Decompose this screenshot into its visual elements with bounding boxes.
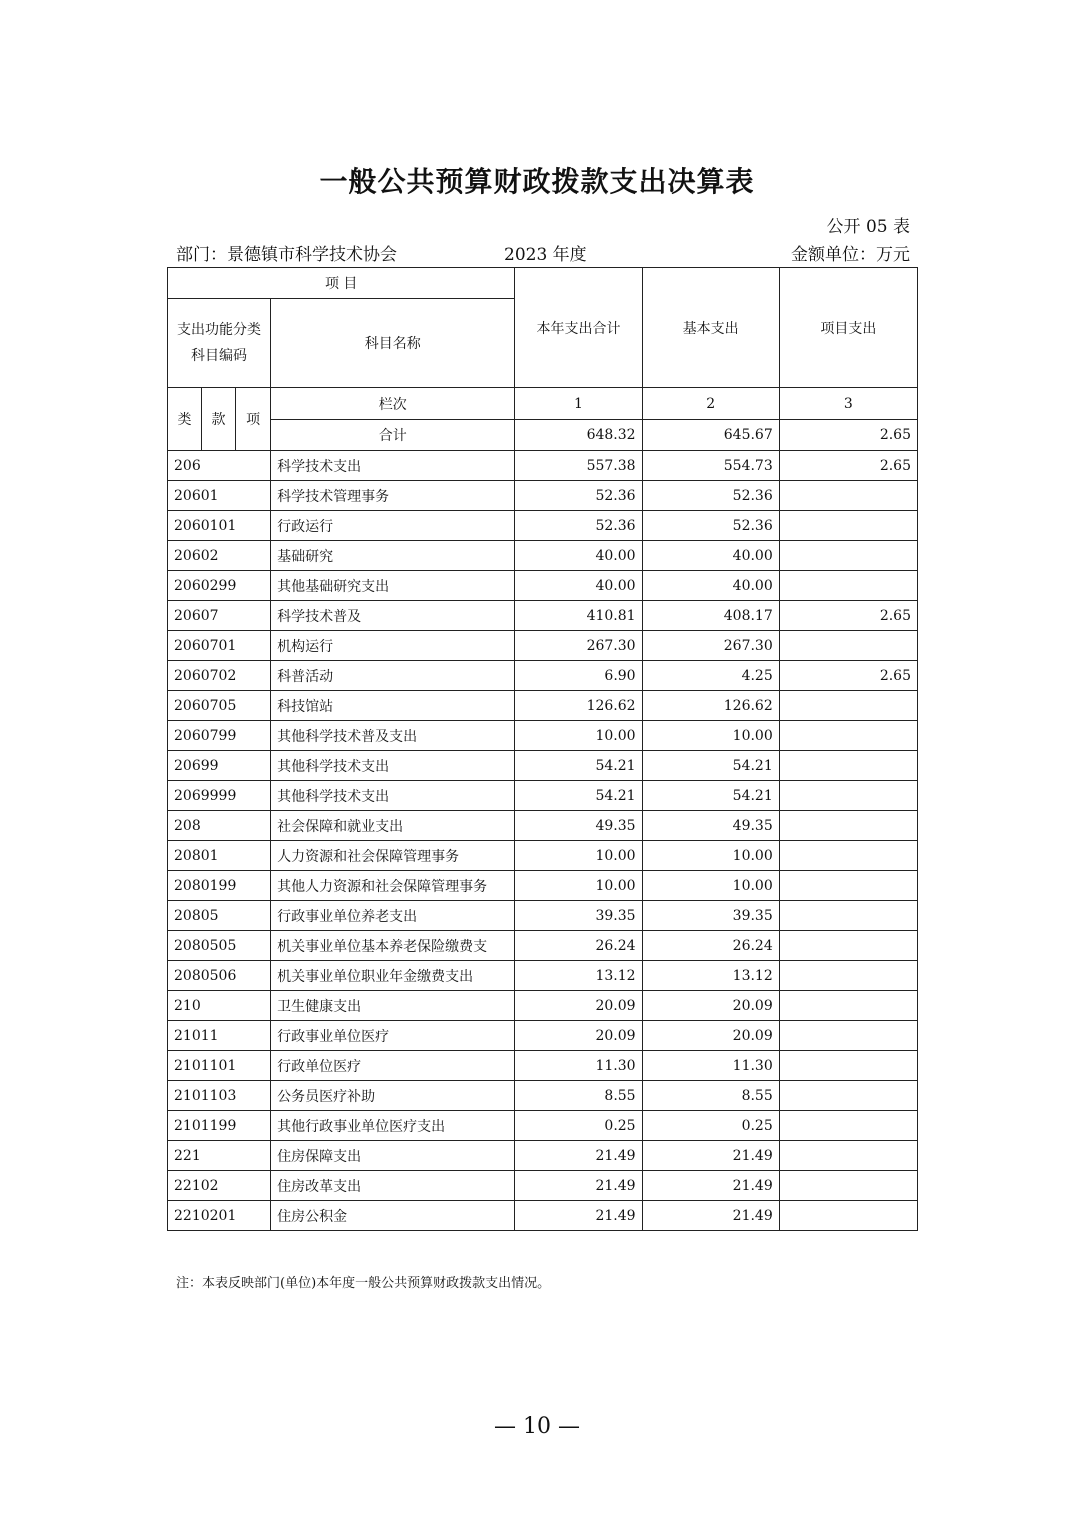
row-total: 126.62 [515, 691, 642, 721]
row-name: 科普活动 [271, 661, 515, 691]
row-total: 20.09 [515, 1021, 642, 1051]
total-amount: 648.32 [515, 420, 642, 451]
row-basic: 21.49 [642, 1171, 779, 1201]
table-row [168, 541, 918, 571]
row-basic: 10.00 [642, 841, 779, 871]
row-project [779, 1051, 917, 1081]
table-row [168, 571, 918, 601]
row-name: 其他基础研究支出 [271, 571, 515, 601]
row-basic: 8.55 [642, 1081, 779, 1111]
row-project [779, 511, 917, 541]
row-basic: 54.21 [642, 751, 779, 781]
header-basic: 基本支出 [642, 268, 779, 388]
header-kuan: 款 [202, 388, 236, 451]
row-code: 2210201 [168, 1201, 271, 1231]
row-code: 2060101 [168, 511, 271, 541]
row-code: 2060799 [168, 721, 271, 751]
row-project [779, 1171, 917, 1201]
amount-unit: 金额单位：万元 [791, 245, 910, 265]
row-name: 其他科学技术支出 [271, 751, 515, 781]
fiscal-year: 2023 年度 [504, 245, 587, 265]
row-total: 39.35 [515, 901, 642, 931]
row-name: 其他科学技术普及支出 [271, 721, 515, 751]
row-basic: 54.21 [642, 781, 779, 811]
row-project [779, 1021, 917, 1051]
row-name: 机关事业单位基本养老保险缴费支 [271, 931, 515, 961]
row-basic: 126.62 [642, 691, 779, 721]
table-row [168, 931, 918, 961]
table-row [168, 1081, 918, 1111]
header-col-1: 1 [515, 388, 642, 420]
row-name: 行政运行 [271, 511, 515, 541]
row-name: 其他人力资源和社会保障管理事务 [271, 871, 515, 901]
header-col-3: 3 [779, 388, 917, 420]
table-row [168, 841, 918, 871]
row-name: 科学技术支出 [271, 451, 515, 481]
table-row [168, 1141, 918, 1171]
row-code: 21011 [168, 1021, 271, 1051]
row-project [779, 631, 917, 661]
table-row [168, 781, 918, 811]
row-basic: 52.36 [642, 511, 779, 541]
row-code: 2060299 [168, 571, 271, 601]
row-total: 8.55 [515, 1081, 642, 1111]
page-title: 一般公共预算财政拨款支出决算表 [319, 165, 755, 198]
table-row [168, 901, 918, 931]
row-basic: 52.36 [642, 481, 779, 511]
row-basic: 21.49 [642, 1141, 779, 1171]
row-basic: 26.24 [642, 931, 779, 961]
row-code: 2101101 [168, 1051, 271, 1081]
row-code: 2101103 [168, 1081, 271, 1111]
row-project [779, 1201, 917, 1231]
row-code: 20607 [168, 601, 271, 631]
row-project [779, 931, 917, 961]
table-row [168, 481, 918, 511]
expenditure-table [167, 267, 918, 1231]
row-basic: 267.30 [642, 631, 779, 661]
row-name: 卫生健康支出 [271, 991, 515, 1021]
row-project: 2.65 [779, 451, 917, 481]
row-project [779, 871, 917, 901]
row-total: 10.00 [515, 871, 642, 901]
header-project: 项目支出 [779, 268, 917, 388]
row-code: 2080505 [168, 931, 271, 961]
row-basic: 21.49 [642, 1201, 779, 1231]
row-name: 机关事业单位职业年金缴费支出 [271, 961, 515, 991]
row-total: 0.25 [515, 1111, 642, 1141]
row-basic: 554.73 [642, 451, 779, 481]
row-code: 20801 [168, 841, 271, 871]
row-total: 52.36 [515, 511, 642, 541]
table-row [168, 871, 918, 901]
form-number: 公开 05 表 [826, 217, 910, 237]
table-row [168, 961, 918, 991]
row-project: 2.65 [779, 661, 917, 691]
row-total: 21.49 [515, 1171, 642, 1201]
department-label: 部门：景德镇市科学技术协会 [176, 245, 397, 265]
row-name: 科技馆站 [271, 691, 515, 721]
table-row [168, 721, 918, 751]
header-code-line1: 支出功能分类 [177, 322, 262, 338]
total-project: 2.65 [779, 420, 917, 451]
row-total: 21.49 [515, 1141, 642, 1171]
row-basic: 13.12 [642, 961, 779, 991]
table-row [168, 601, 918, 631]
row-name: 住房保障支出 [271, 1141, 515, 1171]
row-code: 22102 [168, 1171, 271, 1201]
row-basic: 0.25 [642, 1111, 779, 1141]
row-name: 公务员医疗补助 [271, 1081, 515, 1111]
row-project [779, 481, 917, 511]
row-total: 267.30 [515, 631, 642, 661]
table-row [168, 451, 918, 481]
header-col-2: 2 [642, 388, 779, 420]
row-total: 40.00 [515, 541, 642, 571]
table-row [168, 1111, 918, 1141]
row-code: 2060702 [168, 661, 271, 691]
row-total: 21.49 [515, 1201, 642, 1231]
table-row [168, 1021, 918, 1051]
table-note: 注：本表反映部门(单位)本年度一般公共预算财政拨款支出情况。 [176, 1276, 551, 1291]
row-code: 2101199 [168, 1111, 271, 1141]
row-project [779, 691, 917, 721]
row-project [779, 541, 917, 571]
row-name: 行政事业单位医疗 [271, 1021, 515, 1051]
row-project [779, 1081, 917, 1111]
row-code: 2060705 [168, 691, 271, 721]
row-basic: 40.00 [642, 541, 779, 571]
row-name: 行政事业单位养老支出 [271, 901, 515, 931]
row-code: 2069999 [168, 781, 271, 811]
page-number: — 10 — [494, 1414, 580, 1439]
row-total: 52.36 [515, 481, 642, 511]
row-basic: 10.00 [642, 721, 779, 751]
row-code: 20601 [168, 481, 271, 511]
row-code: 2080506 [168, 961, 271, 991]
row-project [779, 1141, 917, 1171]
row-project [779, 751, 917, 781]
table-row [168, 1201, 918, 1231]
row-total: 54.21 [515, 751, 642, 781]
row-basic: 408.17 [642, 601, 779, 631]
row-project [779, 1111, 917, 1141]
row-code: 20602 [168, 541, 271, 571]
header-item: 项 目 [168, 268, 515, 299]
row-name: 社会保障和就业支出 [271, 811, 515, 841]
table-row [168, 751, 918, 781]
row-total: 54.21 [515, 781, 642, 811]
row-total: 410.81 [515, 601, 642, 631]
header-total: 本年支出合计 [515, 268, 642, 388]
row-total: 26.24 [515, 931, 642, 961]
row-code: 20805 [168, 901, 271, 931]
row-code: 206 [168, 451, 271, 481]
row-total: 20.09 [515, 991, 642, 1021]
row-total: 11.30 [515, 1051, 642, 1081]
row-code: 208 [168, 811, 271, 841]
row-code: 210 [168, 991, 271, 1021]
row-name: 科学技术管理事务 [271, 481, 515, 511]
row-total: 10.00 [515, 721, 642, 751]
row-basic: 40.00 [642, 571, 779, 601]
header-xiang: 项 [236, 388, 271, 451]
row-name: 其他行政事业单位医疗支出 [271, 1111, 515, 1141]
row-project [779, 781, 917, 811]
row-basic: 11.30 [642, 1051, 779, 1081]
row-project [779, 571, 917, 601]
row-name: 基础研究 [271, 541, 515, 571]
row-project [779, 991, 917, 1021]
row-total: 13.12 [515, 961, 642, 991]
total-basic: 645.67 [642, 420, 779, 451]
row-total: 557.38 [515, 451, 642, 481]
row-code: 2080199 [168, 871, 271, 901]
row-total: 6.90 [515, 661, 642, 691]
total-row [168, 420, 918, 451]
row-project [779, 841, 917, 871]
row-project: 2.65 [779, 601, 917, 631]
row-project [779, 811, 917, 841]
row-basic: 10.00 [642, 871, 779, 901]
table-row [168, 691, 918, 721]
row-code: 221 [168, 1141, 271, 1171]
row-basic: 49.35 [642, 811, 779, 841]
header-code-line2: 科目编码 [191, 348, 248, 364]
row-name: 住房改革支出 [271, 1171, 515, 1201]
row-name: 人力资源和社会保障管理事务 [271, 841, 515, 871]
row-basic: 20.09 [642, 991, 779, 1021]
table-row [168, 1051, 918, 1081]
table-row [168, 811, 918, 841]
table-row [168, 991, 918, 1021]
row-name: 住房公积金 [271, 1201, 515, 1231]
table-row [168, 1171, 918, 1201]
row-project [779, 721, 917, 751]
row-project [779, 901, 917, 931]
header-name: 科目名称 [271, 299, 515, 388]
row-name: 其他科学技术支出 [271, 781, 515, 811]
header-lei: 类 [168, 388, 202, 451]
table-row [168, 631, 918, 661]
row-total: 49.35 [515, 811, 642, 841]
header-col-index-label: 栏次 [271, 388, 515, 420]
row-basic: 20.09 [642, 1021, 779, 1051]
row-basic: 4.25 [642, 661, 779, 691]
table-row [168, 661, 918, 691]
header-code [168, 299, 271, 388]
row-total: 40.00 [515, 571, 642, 601]
row-total: 10.00 [515, 841, 642, 871]
row-name: 科学技术普及 [271, 601, 515, 631]
row-name: 行政单位医疗 [271, 1051, 515, 1081]
total-label: 合计 [271, 420, 515, 451]
row-code: 20699 [168, 751, 271, 781]
row-basic: 39.35 [642, 901, 779, 931]
table-row [168, 511, 918, 541]
row-project [779, 961, 917, 991]
row-name: 机构运行 [271, 631, 515, 661]
row-code: 2060701 [168, 631, 271, 661]
